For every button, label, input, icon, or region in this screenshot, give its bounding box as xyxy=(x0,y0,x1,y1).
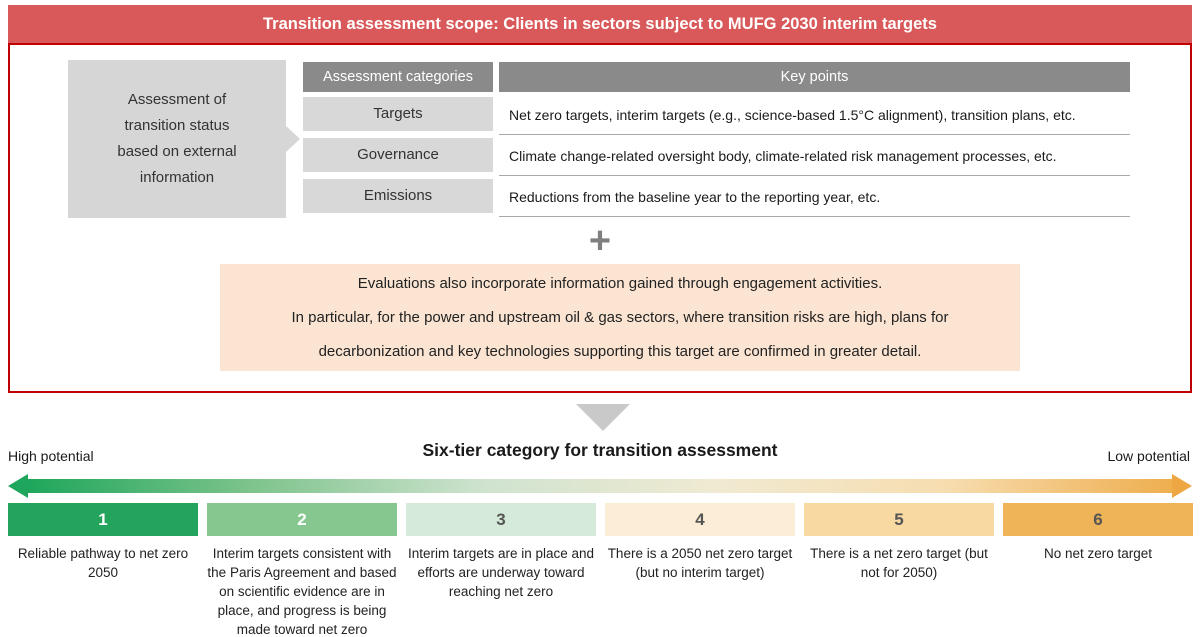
table-header-key-points: Key points xyxy=(499,62,1130,92)
tier-box-4: 4 xyxy=(605,503,795,536)
table-header-categories: Assessment categories xyxy=(303,62,493,92)
tier-label-5: There is a net zero target (but not for 2050) xyxy=(810,546,988,580)
tier-label-2: Interim targets consistent with the Paris Agreement and based on scientific evidence are in place, and progress is being made toward net zero xyxy=(207,546,397,637)
potential-gradient-bar xyxy=(26,479,1174,493)
table-row-key-point: Net zero targets, interim targets (e.g., science-based 1.5°C alignment), transition plans, etc. xyxy=(499,97,1130,135)
banner-title: Transition assessment scope: Clients in sectors subject to MUFG 2030 interim targets xyxy=(8,5,1192,43)
engagement-note-box xyxy=(220,264,1020,371)
high-potential-label: High potential xyxy=(8,448,94,464)
tier-label-1: Reliable pathway to net zero 2050 xyxy=(17,546,189,580)
note-line: In particular, for the power and upstream oil & gas sectors, where transition risks are high, plans for xyxy=(291,308,949,326)
source-box-line: based on external xyxy=(117,143,237,160)
tier-box-6: 6 xyxy=(1003,503,1193,536)
table-row-category: Governance xyxy=(303,138,493,172)
down-arrow-icon xyxy=(576,404,630,431)
potential-scale-arrow xyxy=(8,474,1192,498)
table-row-key-point: Reductions from the baseline year to the reporting year, etc. xyxy=(499,179,1130,217)
source-box-line: transition status xyxy=(124,117,230,134)
tier-box-1: 1 xyxy=(8,503,198,536)
plus-icon: + xyxy=(588,220,612,262)
external-information-box xyxy=(68,60,286,218)
tier-box-5: 5 xyxy=(804,503,994,536)
arrow-head-left-icon xyxy=(8,474,28,498)
tier-label-4: There is a 2050 net zero target (but no interim target) xyxy=(607,546,793,580)
note-line: decarbonization and key technologies supporting this target are confirmed in greater detail. xyxy=(318,342,922,360)
table-row-key-point: Climate change-related oversight body, climate-related risk management processes, etc. xyxy=(499,138,1130,176)
low-potential-label: Low potential xyxy=(1107,448,1190,464)
tier-box-3: 3 xyxy=(406,503,596,536)
table-row-category: Emissions xyxy=(303,179,493,213)
six-tier-title: Six-tier category for transition assessment xyxy=(422,440,778,460)
source-box-line: Assessment of xyxy=(127,91,227,108)
tier-box-2: 2 xyxy=(207,503,397,536)
source-box-line: information xyxy=(139,169,215,186)
tier-label-6: No net zero target xyxy=(1043,546,1153,561)
arrow-head-right-icon xyxy=(1172,474,1192,498)
right-pointer-icon xyxy=(286,126,300,152)
table-row-category: Targets xyxy=(303,97,493,131)
note-line: Evaluations also incorporate information gained through engagement activities. xyxy=(357,274,883,292)
tier-label-3: Interim targets are in place and efforts are underway toward reaching net zero xyxy=(407,546,595,599)
